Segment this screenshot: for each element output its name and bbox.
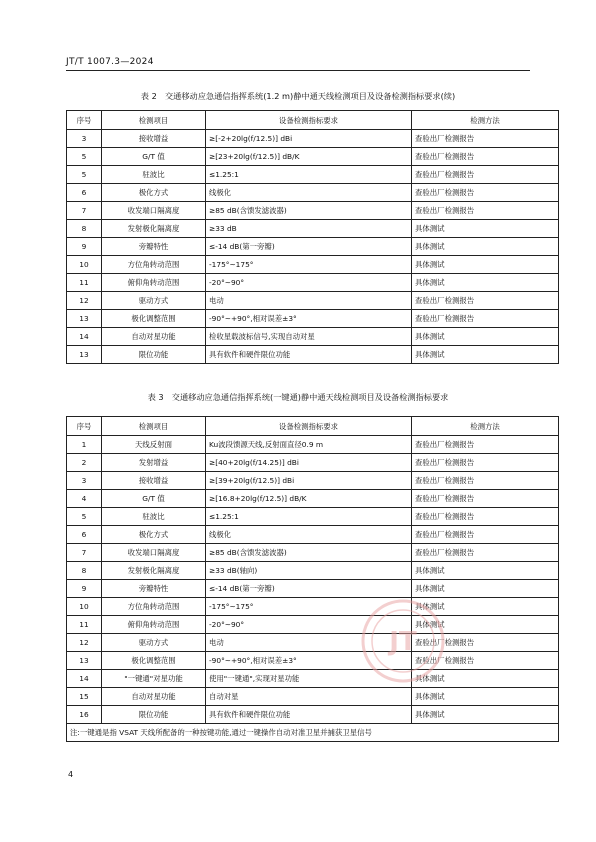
table-row [67,346,559,364]
cell-no: 9 [67,580,102,598]
cell-method: 查验出厂检测报告 [412,130,559,148]
column-header-no: 序号 [67,417,102,436]
cell-requirement: ≥33 dB(轴向) [206,562,412,580]
cell-item: 极化方式 [102,526,206,544]
cell-no: 13 [67,346,102,364]
cell-requirement: 线极化 [206,184,412,202]
cell-requirement: Ku波段馈源天线,反射面直径0.9 m [206,436,412,454]
table-row [67,508,559,526]
cell-requirement: -20°~90° [206,616,412,634]
table-row [67,580,559,598]
table-row [67,166,559,184]
cell-no: 12 [67,292,102,310]
cell-no: 8 [67,220,102,238]
table-row [67,148,559,166]
cell-requirement: ≥[39+20lg(f/12.5)] dBi [206,472,412,490]
cell-no: 13 [67,310,102,328]
table-row [67,328,559,346]
table-row [67,526,559,544]
cell-no: 10 [67,256,102,274]
cell-no: 7 [67,544,102,562]
cell-no: 11 [67,616,102,634]
cell-requirement: ≥[-2+20lg(f/12.5)] dBi [206,130,412,148]
cell-method: 具体测试 [412,220,559,238]
cell-no: 5 [67,148,102,166]
cell-no: 5 [67,508,102,526]
cell-method: 具体测试 [412,328,559,346]
cell-method: 具体测试 [412,256,559,274]
cell-requirement: 具有软件和硬件限位功能 [206,706,412,724]
cell-requirement: -175°~175° [206,598,412,616]
cell-requirement: 具有软件和硬件限位功能 [206,346,412,364]
cell-method: 查验出厂检测报告 [412,166,559,184]
table3-caption: 表 3 交通移动应急通信指挥系统(一键通)静中通天线检测项目及设备检测指标要求 [147,392,449,402]
cell-no: 12 [67,634,102,652]
table2-caption: 表 2 交通移动应急通信指挥系统(1.2 m)静中通天线检测项目及设备检测指标要求(续) [140,91,456,101]
standard-code: JT/T 1007.3—2024 [66,57,154,67]
cell-no: 3 [67,130,102,148]
cell-item: G/T 值 [102,490,206,508]
cell-no: 2 [67,454,102,472]
cell-item: 收发端口隔离度 [102,544,206,562]
table-row [67,184,559,202]
cell-method: 查验出厂检测报告 [412,472,559,490]
cell-no: 4 [67,490,102,508]
cell-requirement: -90°~+90°,相对误差±3° [206,652,412,670]
cell-method: 具体测试 [412,274,559,292]
cell-no: 14 [67,670,102,688]
table-row [67,274,559,292]
table-row [67,616,559,634]
cell-item: 发射增益 [102,454,206,472]
table3-note: 注:一键通是指 VSAT 天线所配备的一种按键功能,通过一键操作自动对准卫星并捕获卫星信号 [67,724,559,742]
watermark-stamp [360,598,446,684]
cell-method: 查验出厂检测报告 [412,454,559,472]
cell-no: 11 [67,274,102,292]
cell-method: 查验出厂检测报告 [412,652,559,670]
cell-method: 查验出厂检测报告 [412,544,559,562]
table2 [66,110,559,364]
cell-requirement: ≤1.25:1 [206,166,412,184]
column-header-no: 序号 [67,111,102,130]
cell-method: 查验出厂检测报告 [412,526,559,544]
table-row [67,706,559,724]
cell-no: 6 [67,526,102,544]
page-number: 4 [68,770,74,779]
table-row [67,130,559,148]
cell-requirement: 电动 [206,634,412,652]
cell-item: 旁瓣特性 [102,238,206,256]
table-row [67,688,559,706]
cell-requirement: ≥[16.8+20lg(f/12.5)] dB/K [206,490,412,508]
cell-method: 具体测试 [412,598,559,616]
cell-method: 查验出厂检测报告 [412,508,559,526]
table-row [67,472,559,490]
table-row [67,562,559,580]
cell-method: 查验出厂检测报告 [412,634,559,652]
cell-requirement: 电动 [206,292,412,310]
cell-no: 16 [67,706,102,724]
cell-requirement: ≥85 dB(含馈发滤波器) [206,544,412,562]
column-header-method: 检测方法 [412,417,559,436]
cell-item: 俯仰角转动范围 [102,274,206,292]
cell-requirement: ≤1.25:1 [206,508,412,526]
cell-item: 驻波比 [102,508,206,526]
cell-item: 自动对星功能 [102,688,206,706]
cell-requirement: -175°~175° [206,256,412,274]
table-row [67,598,559,616]
column-header-item: 检测项目 [102,111,206,130]
cell-method: 具体测试 [412,580,559,598]
cell-method: 具体测试 [412,670,559,688]
cell-item: 天线反射面 [102,436,206,454]
cell-no: 13 [67,652,102,670]
cell-requirement: 检收星载波标信号,实现自动对星 [206,328,412,346]
table-note-row [67,724,559,742]
cell-method: 查验出厂检测报告 [412,490,559,508]
cell-requirement: ≥[40+20lg(f/14.25)] dBi [206,454,412,472]
cell-method: 查验出厂检测报告 [412,436,559,454]
table-header-row [67,417,559,436]
table-row [67,292,559,310]
cell-item: 收发端口隔离度 [102,202,206,220]
cell-requirement: -20°~90° [206,274,412,292]
table-row [67,670,559,688]
stamp-text: JT [389,627,417,657]
table-row [67,634,559,652]
cell-item: 方位角转动范围 [102,256,206,274]
table-row [67,202,559,220]
cell-no: 1 [67,436,102,454]
cell-no: 10 [67,598,102,616]
cell-method: 查验出厂检测报告 [412,148,559,166]
cell-no: 8 [67,562,102,580]
column-header-requirement: 设备检测指标要求 [206,417,412,436]
cell-item: 驻波比 [102,166,206,184]
cell-method: 具体测试 [412,238,559,256]
header-rule [66,70,530,71]
cell-item: 发射极化隔离度 [102,220,206,238]
table-row [67,220,559,238]
cell-requirement: 自动对星 [206,688,412,706]
cell-item: 限位功能 [102,706,206,724]
cell-no: 3 [67,472,102,490]
cell-no: 7 [67,202,102,220]
column-header-method: 检测方法 [412,111,559,130]
cell-method: 查验出厂检测报告 [412,310,559,328]
cell-no: 6 [67,184,102,202]
table-row [67,544,559,562]
cell-method: 查验出厂检测报告 [412,184,559,202]
cell-item: 接收增益 [102,130,206,148]
cell-no: 5 [67,166,102,184]
cell-requirement: ≥33 dB [206,220,412,238]
cell-requirement: ≤-14 dB(第一旁瓣) [206,580,412,598]
cell-no: 9 [67,238,102,256]
table-row [67,238,559,256]
table-row [67,436,559,454]
cell-method: 具体测试 [412,562,559,580]
cell-item: 驱动方式 [102,634,206,652]
cell-requirement: ≤-14 dB(第一旁瓣) [206,238,412,256]
cell-method: 具体测试 [412,706,559,724]
cell-item: G/T 值 [102,148,206,166]
cell-item: 极化调整范围 [102,652,206,670]
cell-item: "一键通"对星功能 [102,670,206,688]
table-row [67,652,559,670]
cell-no: 15 [67,688,102,706]
cell-method: 具体测试 [412,346,559,364]
cell-requirement: 线极化 [206,526,412,544]
column-header-item: 检测项目 [102,417,206,436]
cell-no: 14 [67,328,102,346]
cell-method: 查验出厂检测报告 [412,202,559,220]
table-row [67,490,559,508]
cell-requirement: -90°~+90°,相对误差±3° [206,310,412,328]
cell-requirement: ≥[23+20lg(f/12.5)] dB/K [206,148,412,166]
table-row [67,454,559,472]
cell-item: 自动对星功能 [102,328,206,346]
cell-item: 接收增益 [102,472,206,490]
cell-item: 驱动方式 [102,292,206,310]
cell-item: 极化调整范围 [102,310,206,328]
table3 [66,416,559,742]
column-header-requirement: 设备检测指标要求 [206,111,412,130]
table-row [67,256,559,274]
cell-item: 方位角转动范围 [102,598,206,616]
cell-requirement: ≥85 dB(含馈发滤波器) [206,202,412,220]
cell-requirement: 使用"一键通",实现对星功能 [206,670,412,688]
cell-item: 旁瓣特性 [102,580,206,598]
cell-method: 查验出厂检测报告 [412,292,559,310]
cell-item: 俯仰角转动范围 [102,616,206,634]
table-row [67,310,559,328]
cell-item: 限位功能 [102,346,206,364]
cell-method: 具体测试 [412,616,559,634]
cell-method: 具体测试 [412,688,559,706]
cell-item: 极化方式 [102,184,206,202]
cell-item: 发射极化隔离度 [102,562,206,580]
table-header-row [67,111,559,130]
